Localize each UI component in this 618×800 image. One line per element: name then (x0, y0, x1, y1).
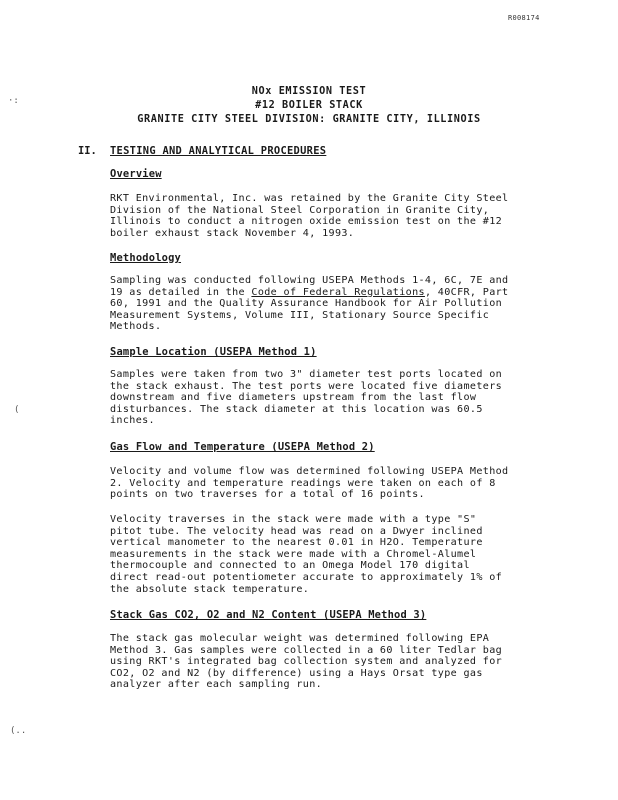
text-line: vertical manometer to the nearest 0.01 in H2O. Temperature (110, 537, 483, 549)
scan-speck: ( (14, 405, 20, 415)
scan-speck: ·: (8, 96, 19, 106)
report-subtitle: #12 BOILER STACK (255, 100, 363, 111)
text-line: Methods. (110, 321, 162, 333)
text-line: inches. (110, 415, 155, 427)
report-title: NOx EMISSION TEST (251, 86, 367, 97)
text-line: Method 3. Gas samples were collected in a 60 liter Tedlar bag (110, 644, 503, 656)
text-fragment: 19 as detailed in the (110, 286, 252, 298)
text-fragment: , 40CFR, Part (424, 286, 509, 298)
methodology-heading: Methodology (110, 252, 182, 264)
section-number: II. (78, 145, 97, 157)
text-line: downstream and five diameters upstream from the last flow (110, 392, 477, 404)
text-line: Sampling was conducted following USEPA Methods 1-4, 6C, 7E and (110, 275, 509, 286)
text-line: analyzer after each sampling run. (110, 679, 323, 691)
text-line: thermocouple and connected to an Omega Model 170 digital (110, 560, 470, 572)
text-line (110, 287, 550, 299)
sample-location-heading: Sample Location (USEPA Method 1) (110, 346, 317, 358)
text-line: The stack gas molecular weight was determined following EPA (110, 633, 490, 644)
section-title: TESTING AND ANALYTICAL PROCEDURES (110, 145, 327, 157)
stack-gas-paragraph (110, 633, 550, 691)
text-line: 60, 1991 and the Quality Assurance Handbook for Air Pollution (110, 298, 503, 310)
text-line: disturbances. The stack diameter at this location was 60.5 (110, 403, 483, 415)
text-line: Velocity and volume flow was determined following USEPA Method (110, 466, 509, 477)
gas-flow-heading: Gas Flow and Temperature (USEPA Method 2) (110, 441, 375, 453)
gas-flow-paragraph-2 (110, 514, 550, 595)
text-line: Illinois to conduct a nitrogen oxide emission test on the #12 (110, 216, 503, 228)
text-line: pitot tube. The velocity head was read on a Dwyer inclined (110, 525, 483, 537)
sample-location-paragraph (110, 369, 550, 427)
text-line: CO2, O2 and N2 (by difference) using a Hays Orsat type gas (110, 667, 483, 679)
text-line: Measurement Systems, Volume III, Stationary Source Specific (110, 309, 490, 321)
text-line: Samples were taken from two 3" diameter test ports located on (110, 369, 503, 380)
text-line: direct read-out potentiometer accurate to approximately 1% of (110, 571, 503, 583)
text-line: boiler exhaust stack November 4, 1993. (110, 227, 355, 239)
text-line: the stack exhaust. The test ports were located five diameters (110, 380, 503, 392)
text-line: Division of the National Steel Corporation in Granite City, (110, 204, 490, 216)
scan-speck: (.. (10, 726, 27, 736)
document-id: R008174 (508, 14, 540, 22)
text-line: Velocity traverses in the stack were made with a type "S" (110, 514, 477, 525)
text-line: measurements in the stack were made with a Chromel-Alumel (110, 548, 477, 560)
text-line: the absolute stack temperature. (110, 583, 310, 595)
stack-gas-heading: Stack Gas CO2, O2 and N2 Content (USEPA Method 3) (110, 609, 427, 621)
report-location: GRANITE CITY STEEL DIVISION: GRANITE CITY, ILLINOIS (137, 114, 481, 125)
overview-paragraph (110, 193, 550, 239)
overview-heading: Overview (110, 168, 162, 180)
text-line: points on two traverses for a total of 16 points. (110, 489, 425, 501)
gas-flow-paragraph-1 (110, 466, 550, 501)
cfr-reference: Code of Federal Regulations (251, 286, 425, 298)
methodology-paragraph (110, 275, 550, 333)
text-line: 2. Velocity and temperature readings were taken on each of 8 (110, 477, 496, 489)
text-line: RKT Environmental, Inc. was retained by the Granite City Steel (110, 193, 509, 204)
text-line: using RKT's integrated bag collection system and analyzed for (110, 656, 503, 668)
